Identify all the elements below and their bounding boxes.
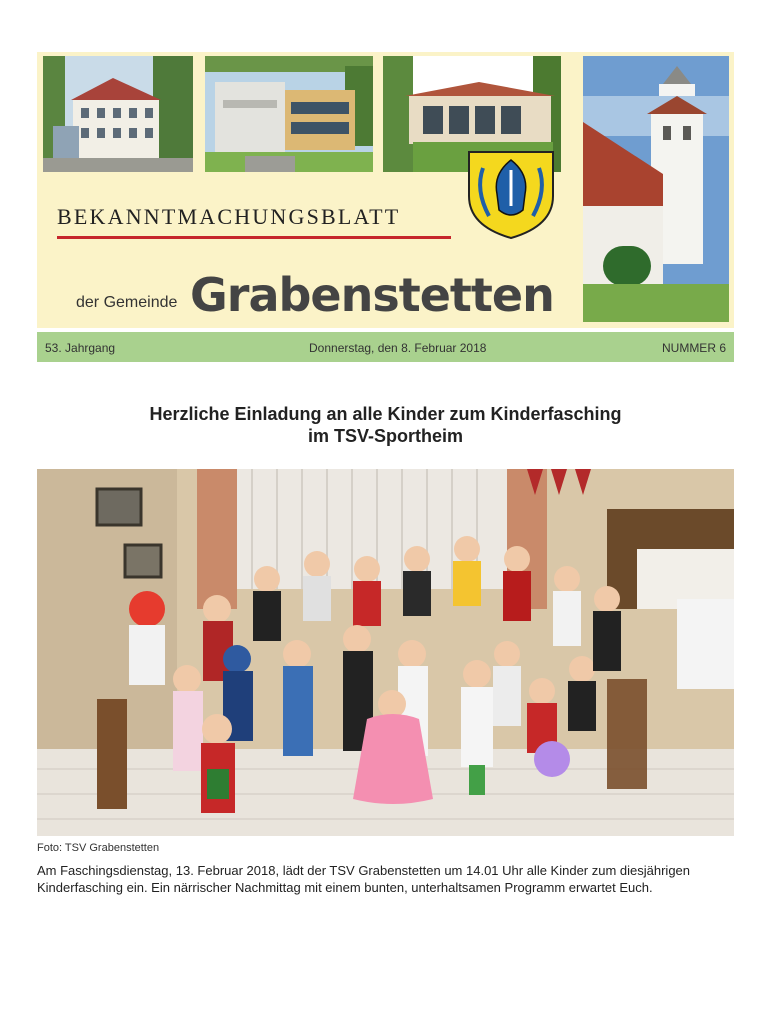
headline-line-1: Herzliche Einladung an alle Kinder zum Kinderfasching xyxy=(149,404,622,424)
church-photo xyxy=(583,56,729,322)
article-headline xyxy=(37,403,734,447)
town-name: Grabenstetten xyxy=(190,268,554,322)
body-line-1: Am Faschingsdienstag, 13. Februar 2018, lädt der TSV Grabenstetten um 14.01 Uhr alle Kinder zum diesjährigen xyxy=(37,863,691,878)
headline-line-2: im TSV-Sportheim xyxy=(307,426,464,446)
volume-label: 53. Jahrgang xyxy=(45,341,116,355)
date-label: Donnerstag, den 8. Februar 2018 xyxy=(309,341,487,355)
title-rule xyxy=(57,236,451,239)
subtitle-prefix: der Gemeinde xyxy=(76,294,178,311)
children-carnival-photo xyxy=(37,469,734,836)
masthead-title-block xyxy=(55,204,575,322)
school-photo xyxy=(205,56,373,172)
masthead xyxy=(37,52,734,328)
photo-caption: Foto: TSV Grabenstetten xyxy=(37,842,160,854)
body-line-2: Kinderfasching ein. Ein närrischer Nachmittag mit einem bunten, unterhaltsamen Programm erwartet Euch. xyxy=(37,880,653,895)
article-body xyxy=(37,862,737,896)
town-hall-photo xyxy=(43,56,193,172)
issue-info-bar xyxy=(37,332,734,362)
publication-title: BEKANNTMACHUNGSBLATT xyxy=(57,204,401,229)
issue-number: NUMMER 6 xyxy=(661,341,726,355)
